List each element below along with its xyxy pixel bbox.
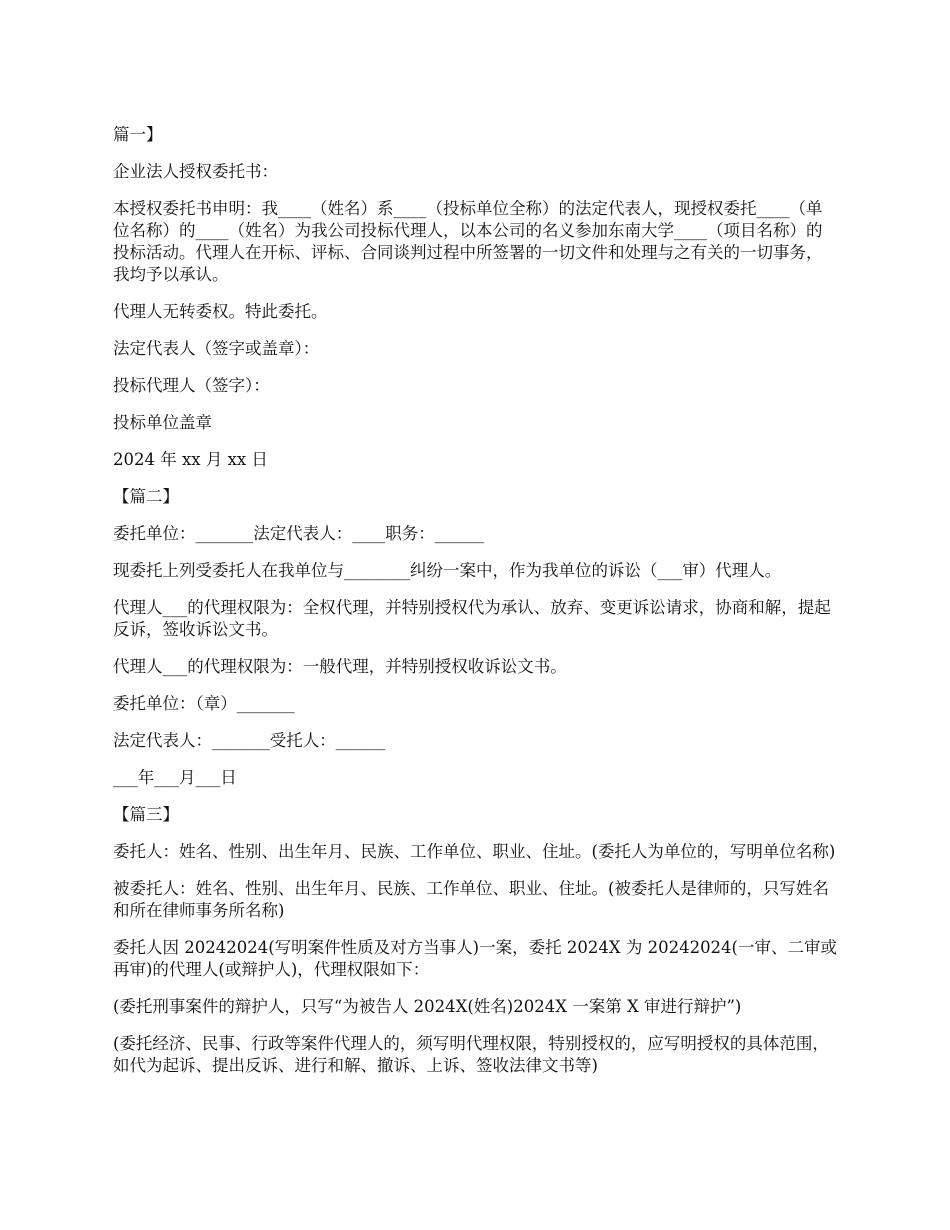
document-content xyxy=(113,124,838,1092)
section-2-line-2: 现委托上列受委托人在我单位与________纠纷一案中，作为我单位的诉讼（___审）代理人。 xyxy=(113,561,782,580)
section-1-body: 本授权委托书申明：我____（姓名）系____（投标单位全称）的法定代表人，现授权委托____（单位名称）的____（姓名）为我公司投标代理人，以本公司的名义参加东南大学____（项目名称）的投标活动。代理人在开标、评标、合同谈判过程中所签署的一切文件和处理与之有关的一切事务，我均予以承认。 xyxy=(113,199,823,284)
section-2-line-1: 委托单位：_______法定代表人：____职务：______ xyxy=(113,524,485,543)
section-1-company-seal: 投标单位盖章 xyxy=(113,413,212,432)
section-2-line-4: 代理人___的代理权限为：一般代理，并特别授权收诉讼文书。 xyxy=(113,657,567,676)
section-3-line-3: 委托人因 20242024(写明案件性质及对方当事人)一案，委托 2024X 为 20242024(一审、二审或再审)的代理人(或辩护人)，代理权限如下： xyxy=(113,938,837,979)
section-1-legal-rep-sign: 法定代表人（签字或盖章）： xyxy=(113,339,320,358)
section-3-heading: 【篇三】 xyxy=(113,805,179,824)
section-1-title: 企业法人授权委托书： xyxy=(113,162,278,181)
section-3-line-2: 被委托人：姓名、性别、出生年月、民族、工作单位、职业、住址。(被委托人是律师的，只写姓名和所在律师事务所名称) xyxy=(113,879,829,920)
section-1-heading: 篇一】 xyxy=(113,125,163,144)
section-1-no-transfer: 代理人无转委权。特此委托。 xyxy=(113,302,328,321)
section-1-agent-sign: 投标代理人（签字）： xyxy=(113,376,270,395)
section-2-date: ___年___月___日 xyxy=(113,768,237,787)
section-3-line-4: (委托刑事案件的辩护人，只写“为被告人 2024X(姓名)2024X 一案第 X 审进行辩护”) xyxy=(113,997,742,1016)
section-2-line-3: 代理人___的代理权限为：全权代理，并特别授权代为承认、放弃、变更诉讼请求，协商和解，提起反诉，签收诉讼文书。 xyxy=(113,598,831,639)
section-3-line-5: (委托经济、民事、行政等案件代理人的，须写明代理权限，特别授权的，应写明授权的具体范围，如代为起诉、提出反诉、进行和解、撤诉、上诉、签收法律文书等) xyxy=(113,1034,829,1075)
section-2-line-6: 法定代表人：_______受托人：______ xyxy=(113,731,386,750)
section-3-line-1: 委托人：姓名、性别、出生年月、民族、工作单位、职业、住址。(委托人为单位的，写明单位名称) xyxy=(113,842,836,861)
section-1-date: 2024 年 xx 月 xx 日 xyxy=(113,450,268,469)
section-2-heading: 【篇二】 xyxy=(113,487,179,506)
section-2-line-5: 委托单位：（章）_______ xyxy=(113,694,295,713)
